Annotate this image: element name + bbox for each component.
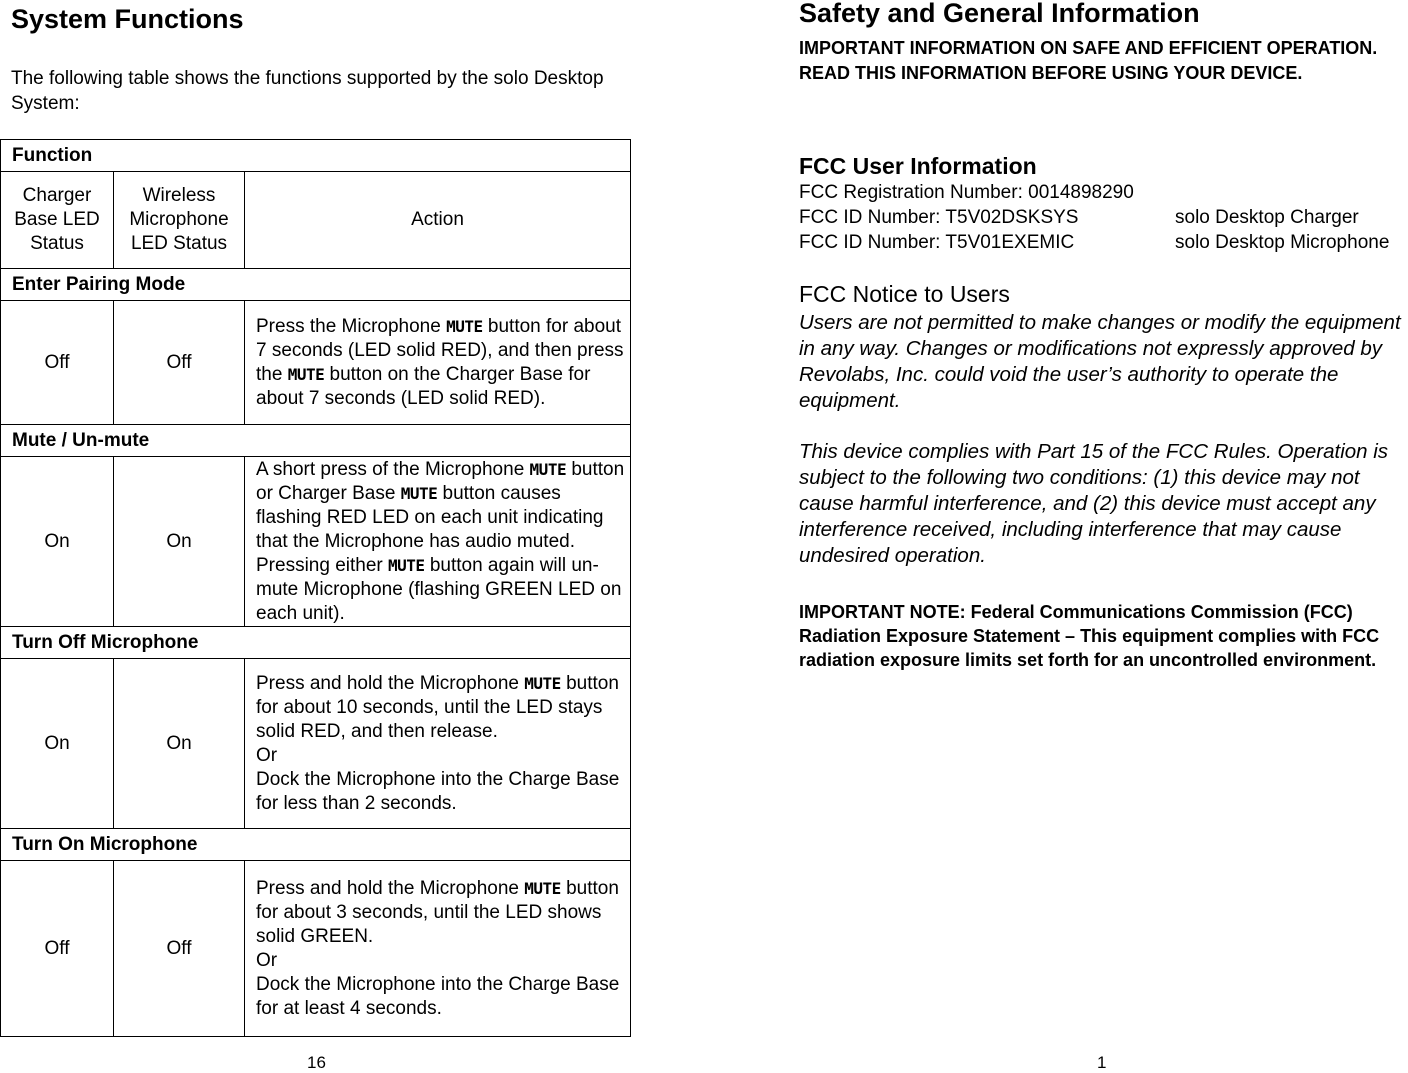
section-header: Mute / Un-mute	[1, 425, 631, 457]
intro-text: The following table shows the functions supported by the solo Desktop System:	[11, 68, 604, 114]
mic-led-status: On	[114, 457, 245, 627]
action-text-part: Press the Microphone	[256, 315, 447, 337]
action-text-part: button on the Charger Base for about 7 seconds (LED solid RED).	[256, 363, 591, 409]
action-text-part: button or Charger Base	[256, 458, 625, 504]
mute-button-label: MUTE	[388, 555, 425, 575]
mute-button-label: MUTE	[400, 483, 438, 503]
col-header-mic: Wireless Microphone LED Status	[114, 172, 245, 269]
important-note: IMPORTANT NOTE: Federal Communications Commission (FCC) Radiation Exposure Statement – This equipment complies with FCC radiation exposure limits set forth for an uncontrolled environment.	[799, 602, 1380, 670]
function-header: Function	[1, 140, 631, 172]
action-text-part: Dock the Microphone into the Charge Base for at least 4 seconds.	[256, 973, 620, 1019]
table-row	[1, 861, 631, 1037]
fcc-id-device: solo Desktop Microphone	[1175, 232, 1390, 253]
mute-button-label: MUTE	[287, 364, 325, 384]
col-header-charger: Charger Base LED Status	[1, 172, 114, 269]
action-text	[245, 659, 631, 829]
fcc-id-row	[799, 205, 1408, 230]
mic-led-status: Off	[114, 861, 245, 1037]
section-header: Turn On Microphone	[1, 829, 631, 861]
table-row	[1, 301, 631, 425]
action-text-part: button again will un-mute Microphone (flashing GREEN LED on each unit).	[256, 554, 622, 624]
section-header: Turn Off Microphone	[1, 627, 631, 659]
notice-paragraph-1: Users are not permitted to make changes or modify the equipment in any way. Changes or modifications not expressly approved by Revolabs, Inc. could void the user’s authority to operate the equipment.	[799, 311, 1401, 412]
mute-button-label: MUTE	[524, 878, 561, 898]
action-text-part: Or	[256, 949, 278, 971]
fcc-id-device: solo Desktop Charger	[1175, 207, 1359, 228]
mute-button-label: MUTE	[524, 673, 561, 693]
charger-led-status: On	[1, 659, 114, 829]
fcc-id-label: FCC ID Number: T5V02DSKSYS	[799, 207, 1079, 228]
section-header: Enter Pairing Mode	[1, 269, 631, 301]
action-text-part: Dock the Microphone into the Charge Base for less than 2 seconds.	[256, 768, 620, 814]
table-row	[1, 659, 631, 829]
action-text-part: button for about 3 seconds, until the LED shows solid GREEN.	[256, 877, 619, 947]
action-text-part: Or	[256, 744, 278, 766]
charger-led-status: On	[1, 457, 114, 627]
mic-led-status: Off	[114, 301, 245, 425]
action-text-part: Press and hold the Microphone	[256, 672, 525, 694]
action-text-part: button for about 10 seconds, until the LED stays solid RED, and then release.	[256, 672, 619, 742]
action-text-part: Press and hold the Microphone	[256, 877, 525, 899]
table-row	[1, 457, 631, 627]
charger-led-status: Off	[1, 301, 114, 425]
fcc-id-row	[799, 230, 1408, 255]
page-number: 16	[307, 1053, 326, 1072]
action-text	[245, 861, 631, 1037]
fcc-user-info	[799, 180, 1408, 255]
safety-title: Safety and General Information	[799, 0, 1200, 28]
action-text-part: button for about 7 seconds (LED solid RED), and then press the	[256, 315, 624, 385]
action-text-part: A short press of the Microphone	[256, 458, 530, 480]
fcc-registration: FCC Registration Number: 0014898290	[799, 182, 1134, 203]
action-text-part: button causes flashing RED LED on each unit indicating that the Microphone has audio muted. Pressing either	[256, 482, 604, 576]
page-title: System Functions	[11, 4, 244, 34]
fcc-user-heading: FCC User Information	[799, 153, 1037, 179]
table-sections	[1, 269, 631, 1037]
action-text	[245, 301, 631, 425]
notice-paragraph-2: This device complies with Part 15 of the FCC Rules. Operation is subject to the following two conditions: (1) this device may not cause harmful interference, and (2) this device must accept any interference received, including interference that may cause undesired operation.	[799, 440, 1389, 567]
page-number: 1	[1097, 1053, 1107, 1072]
fcc-notice-heading: FCC Notice to Users	[799, 281, 1010, 307]
col-header-action: Action	[245, 172, 631, 269]
mic-led-status: On	[114, 659, 245, 829]
action-text	[245, 457, 631, 627]
mute-button-label: MUTE	[529, 459, 567, 479]
functions-table	[0, 139, 631, 1037]
fcc-id-label: FCC ID Number: T5V01EXEMIC	[799, 232, 1075, 253]
charger-led-status: Off	[1, 861, 114, 1037]
important-info: IMPORTANT INFORMATION ON SAFE AND EFFICIENT OPERATION. READ THIS INFORMATION BEFORE USING YOUR DEVICE.	[799, 38, 1378, 83]
mute-button-label: MUTE	[446, 316, 483, 336]
